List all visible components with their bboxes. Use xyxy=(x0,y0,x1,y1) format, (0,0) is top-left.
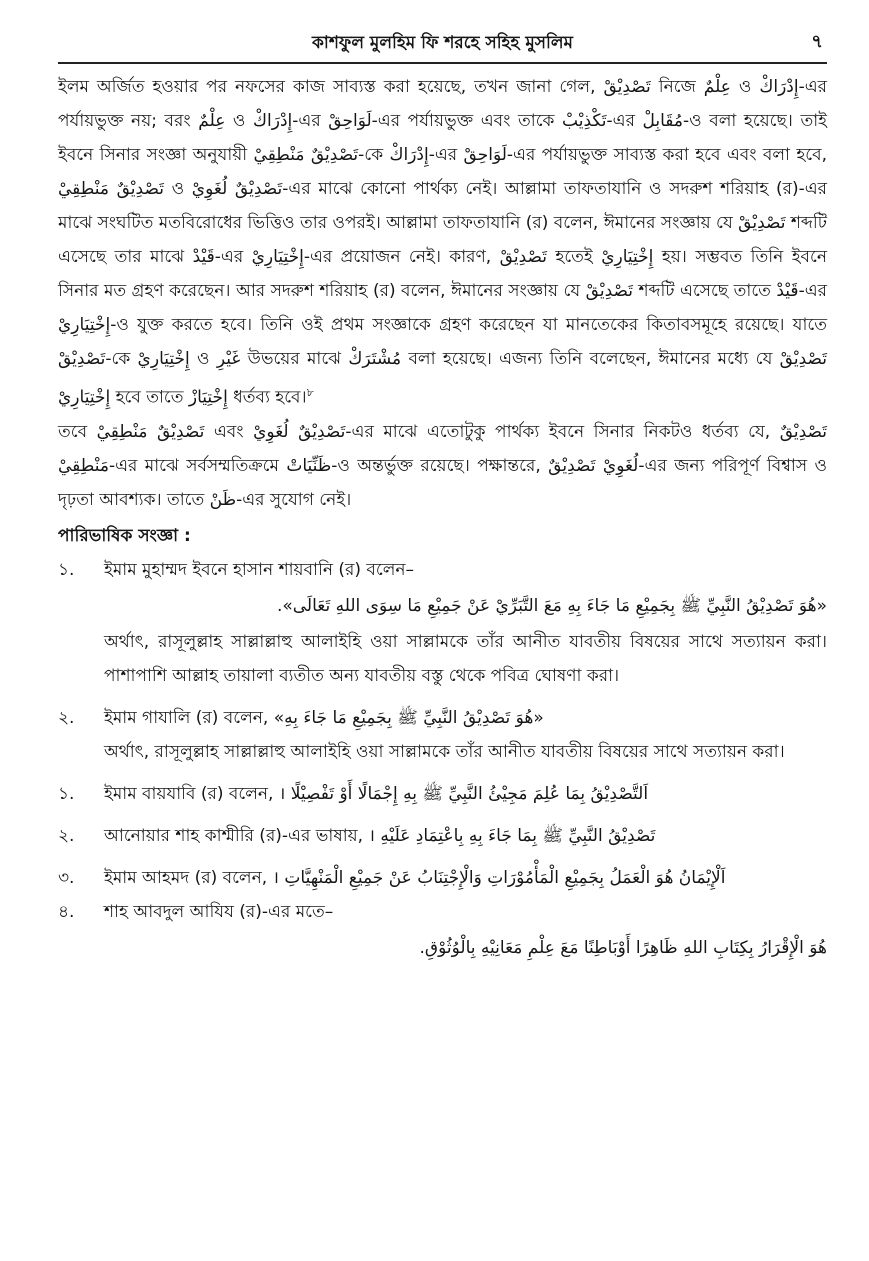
item-meaning: অর্থাৎ, রাসূলুল্লাহ সাল্লাল্লাহু আলাইহি ওয়া সাল্লামকে তাঁর আনীত যাবতীয় বিষয়ের সাথে সত্যায়ন করা। পাশাপাশি আল্লাহ তায়ালা ব্যতীত অন্য যাবতীয় বস্তু থেকে পবিত্র ঘোষণা করা। xyxy=(104,631,827,686)
page-body xyxy=(58,64,827,967)
item-number: ১. xyxy=(58,783,75,804)
item-intro: ইমাম গাযালি (র) বলেন, xyxy=(104,707,274,728)
arabic-quote: اَلتَّصْدِيْقُ بِمَا عُلِمَ مَجِيْئُ النَّبِيِّ ﷺ بِهِ إِجْمَالًا أَوْ تَفْصِيْلًا । xyxy=(278,783,649,804)
item-intro: ইমাম আহমদ (র) বলেন, xyxy=(104,867,273,888)
arabic-quote: هُوَ الْإِقْرَارُ بِكِتَابِ اللهِ ظَاهِرًا أَوْبَاطِنًا مَعَ عِلْمِ مَعَانِيْهِ بِالْوُثُوْقِ. xyxy=(419,937,827,958)
paragraph-2: তবে تَصْدِيْقٌ مَنْطِقِيْ এবং تَصْدِيْقٌ لُغَوِيْ-এর মাঝে এতোটুকু পার্থক্য ইবনে সিনার নিকটও ধর্তব্য যে, تَصْدِيْقٌ مَنْطِقِيْ-এর মাঝে সর্বসম্মতিক্রমে ظَنِّيَاتْ-ও অন্তর্ভুক্ত রয়েছে। পক্ষান্তরে, تَصْدِيْقٌ لُغَوِيْ-এর জন্য পরিপূর্ণ বিশ্বাস ও দৃঢ়তা আবশ্যক। তাতে ظَنْ-এর সুযোগ নেই। xyxy=(58,421,827,510)
section-heading: পারিভাষিক সংজ্ঞা : xyxy=(58,525,191,546)
definition-item xyxy=(58,777,827,811)
item-number: ৩. xyxy=(58,867,75,888)
arabic-quote: «هُوَ تَصْدِيْقُ النَّبِيِّ ﷺ بِجَمِيْعِ مَا جَاءَ بِهِ مَعَ التَّبَرِّيْ عَنْ جَمِيْعِ مَا سِوَى اللهِ تَعَالَى». xyxy=(276,595,827,616)
item-meaning: অর্থাৎ, রাসূলুল্লাহ সাল্লাল্লাহু আলাইহি ওয়া সাল্লামকে তাঁর আনীত যাবতীয় বিষয়ের সাথে সত্যায়ন করা। xyxy=(104,741,785,762)
item-intro: শাহ আবদুল আযিয (র)-এর মতে– xyxy=(104,901,334,922)
arabic-quote: اَلْإِيْمَانُ هُوَ الْعَمَلُ بِجَمِيْعِ الْمَأْمُوْرَاتِ وَالْإِجْتِنَابُ عَنْ جَمِيْعِ الْمَنْهِيَّاتِ । xyxy=(272,867,726,888)
definition-item xyxy=(58,819,827,853)
paragraph-1: ইলম অর্জিত হওয়ার পর নফসের কাজ সাব্যস্ত করা হয়েছে, তখন জানা গেল, تَصْدِيْقْ নিজে عِلْمٌ ও إِدْرَاكْ-এর পর্যায়ভুক্ত নয়; বরং عِلْمٌ ও إِدْرَاكْ-এর لَوَاحِقْ-এর পর্যায়ভুক্ত এবং তাকে تَكْذِيْبْ-এর مُقَابِلْ-ও বলা হয়েছে। তাই ইবনে সিনার সংজ্ঞা অনুযায়ী تَصْدِيْقٌ مَنْطِقِيْ-কে إِدْرَاكْ-এর لَوَاحِقْ-এর পর্যায়ভুক্ত সাব্যস্ত করা হবে এবং বলা হবে, تَصْدِيْقٌ مَنْطِقِيْ ও تَصْدِيْقٌ لُغَوِيْ-এর মাঝে কোনো পার্থক্য নেই। আল্লামা তাফতাযানি ও সদরুশ শরিয়াহ (র)-এর মাঝে সংঘটিত মতবিরোধের ভিত্তিও তার ওপরই। আল্লামা তাফতাযানি (র) বলেন, ঈমানের সংজ্ঞায় যে تَصْدِيْقْ শব্দটি এসেছে তার মাঝে قَيْدْ-এর إِخْتِيَارِيْ-এর প্রয়োজন নেই। কারণ, تَصْدِيْقْ হতেই إِخْتِيَارِيْ হয়। সম্ভবত তিনি ইবনে সিনার মত গ্রহণ করেছেন। আর সদরুশ শরিয়াহ (র) বলেন, ঈমানের সংজ্ঞায় যে تَصْدِيْقْ শব্দটি এসেছে তাতে قَيْدْ-এর إِخْتِيَارِيْ-ও যুক্ত করতে হবে। তিনি ওই প্রথম সংজ্ঞাকে গ্রহণ করেছেন যা মানতেকের কিতাবসমূহে রয়েছে। যাতে تَصْدِيْقْ-কে إِخْتِيَارِيْ ও غَيْرِ উভয়ের মাঝে مُشْتَرَكْ বলা হয়েছে। এজন্য তিনি বলেছেন, ঈমানের মধ্যে যে تَصْدِيْقْ إِخْتِيَارِيْ হবে তাতে إِخْتِيَازْ ধর্তব্য হবে।$^৮$ xyxy=(58,77,828,408)
definition-item xyxy=(58,701,827,735)
definition-item xyxy=(58,553,827,587)
item-intro: ইমাম বায়যাবি (র) বলেন, xyxy=(104,783,279,804)
item-number: ১. xyxy=(58,559,75,580)
running-header xyxy=(58,0,827,64)
footnote-marker: ৮ xyxy=(306,386,314,399)
arabic-quote: تَصْدِيْقُ النَّبِيِّ ﷺ بِمَا جَاءَ بِهِ بِاعْتِمَادِ عَلَيْهِ । xyxy=(368,825,656,846)
item-intro: ইমাম মুহাম্মদ ইবনে হাসান শায়বানি (র) বলেন– xyxy=(104,559,415,580)
item-number: ৪. xyxy=(58,901,75,922)
book-title: কাশফুল মুলহিম ফি শরহে সহিহ মুসলিম xyxy=(312,33,573,53)
page-number: ৭ xyxy=(811,31,823,52)
item-intro: আনোয়ার শাহ কাশ্মীরি (র)-এর ভাষায়, xyxy=(104,825,369,846)
arabic-quote: «هُوَ تَصْدِيْقُ النَّبِيِّ ﷺ بِجَمِيْعِ مَا جَاءَ بِهِ» xyxy=(273,707,544,728)
item-number: ২. xyxy=(58,825,75,846)
item-number: ২. xyxy=(58,707,75,728)
definition-item xyxy=(58,861,827,895)
definition-item xyxy=(58,895,827,929)
